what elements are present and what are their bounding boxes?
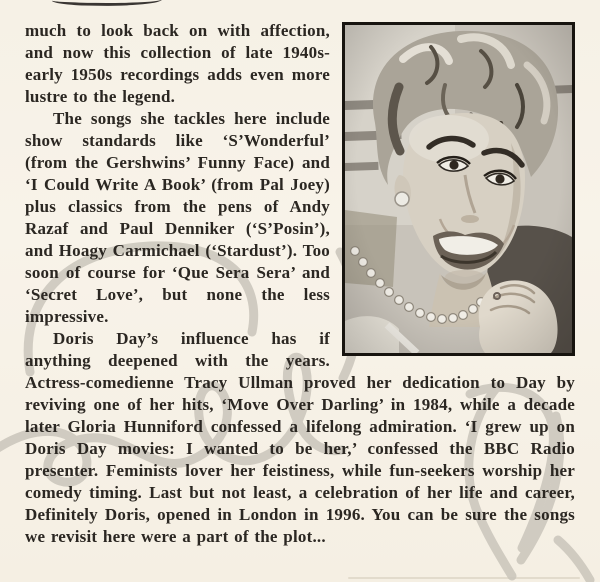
scan-edge-artifact-top	[52, 0, 162, 7]
paragraph-influence: Doris Day’s influence has if anything deepened with the years. Actress-comedienne Tracy Ullman proved her dedication to Day by reviving one of her hits, ‘Move Over Darling’ in 1984, while a decade later Gloria Hunniford confessed a lifelong admiration. ‘I grew up on Doris Day movies: I wanted to be her,’ confessed the BBC Radio presenter. Feminists lover her feistiness, while fun-seekers worship her comedy timing. Last but not least, a celebration of her life and career, Definitely Doris, opened in London in 1996. You can be sure the songs we revisit here were a part of the plot...	[25, 329, 575, 546]
article-text	[25, 20, 575, 548]
paragraph-intro: much to look back on with affection, and now this collection of late 1940s-early 1950s recordings adds even more lustre to the legend.	[25, 21, 330, 106]
doris-day-photo	[342, 22, 575, 356]
doris-day-photo-illustration	[345, 25, 572, 353]
paragraph-songs: The songs she tackles here include show standards like ‘S’Wonderful’ (from the Gershwins’ Funny Face) and ‘I Could Write A Book’ (from Pal Joey) plus classics from the pens of Andy Razaf and Paul Denniker (‘S’Posin’), and Hoagy Carmichael (‘Stardust’). Too soon of course for ‘Que Sera Sera’ and ‘Secret Love’, but none the less impressive.	[25, 109, 330, 326]
scan-edge-artifact-bottom	[348, 577, 580, 579]
